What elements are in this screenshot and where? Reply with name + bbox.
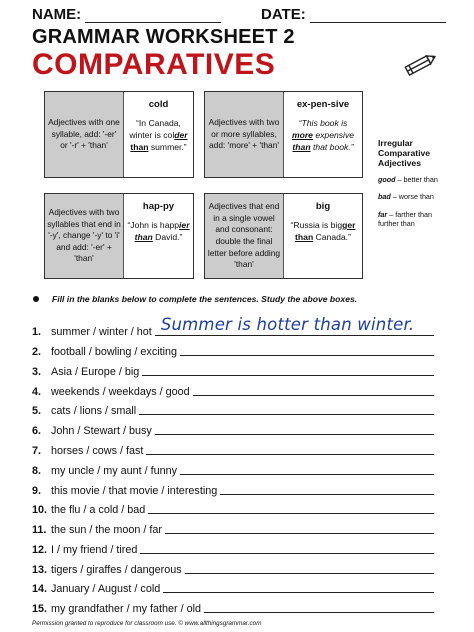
- answer-line[interactable]: [155, 433, 434, 435]
- rule-text: Adjectives with two syllables that end in '-y', change '-y' to 'i' and add: '-er' + 'than': [45, 194, 124, 278]
- rule-text: Adjectives with two or more syllables, add: 'more' + 'than': [205, 92, 284, 177]
- example-sentence: “In Canada, winter is colder than summer.”: [129, 118, 188, 152]
- example-sentence: “John is happier than David.”: [127, 220, 190, 242]
- exercise-row-14: 14. January / August / cold: [32, 577, 434, 595]
- answer-line[interactable]: [220, 493, 434, 495]
- exercise-row-7: 7. horses / cows / fast: [32, 439, 434, 457]
- example-word: cold: [148, 99, 169, 110]
- exercise-row-9: 9. this movie / that movie / interesting: [32, 479, 434, 497]
- exercise-row-8: 8. my uncle / my aunt / funny: [32, 459, 434, 477]
- rule-box-ending-y: [44, 193, 194, 279]
- answer-line[interactable]: [148, 512, 434, 514]
- answer-text: Summer is hotter than winter.: [160, 315, 415, 334]
- worksheet-title: GRAMMAR WORKSHEET 2: [32, 26, 295, 48]
- rule-box-double-consonant: [204, 193, 363, 279]
- example-word: ex-pen-sive: [296, 99, 350, 110]
- name-line[interactable]: [85, 10, 221, 23]
- footer-copyright: Permission granted to reproduce for classroom use. © www.allthingsgrammar.com: [32, 620, 262, 627]
- irregular-item-good: good – better than: [378, 175, 438, 184]
- date-line[interactable]: [310, 10, 446, 23]
- exercise-row-6: 6. John / Stewart / busy: [32, 419, 434, 437]
- exercise-row-5: 5. cats / lions / small: [32, 399, 434, 417]
- exercise-row-3: 3. Asia / Europe / big: [32, 360, 434, 378]
- rule-box-two-syllables: [204, 91, 363, 178]
- irregular-item-far: far – farther than further than: [378, 210, 432, 228]
- bullet-icon: [33, 296, 39, 302]
- answer-line[interactable]: [142, 374, 434, 376]
- exercise-row-4: 4. weekends / weekdays / good: [32, 380, 434, 398]
- instructions: Fill in the blanks below to complete the sentences. Study the above boxes.: [52, 294, 358, 304]
- rule-text: Adjectives that end in a single vowel and consonant: double the final letter before adding 'than': [205, 194, 284, 278]
- worksheet-subtitle: COMPARATIVES: [32, 48, 276, 81]
- answer-line[interactable]: [193, 394, 434, 396]
- irregular-item-bad: bad – worse than: [378, 192, 434, 201]
- exercise-row-15: 15. my grandfather / my father / old: [32, 597, 434, 615]
- answer-line[interactable]: [165, 532, 434, 534]
- answer-line[interactable]: [139, 413, 434, 415]
- date-label: DATE:: [261, 6, 306, 23]
- answer-line[interactable]: [146, 453, 434, 455]
- answer-line[interactable]: [180, 354, 434, 356]
- exercise-row-12: 12. I / my friend / tired: [32, 538, 434, 556]
- irregular-title: Irregular Comparative Adjectives: [378, 138, 431, 168]
- name-label: NAME:: [32, 6, 82, 23]
- rule-box-one-syllable: [44, 91, 194, 178]
- example-sentence: “This book is more expensive than that book.”: [291, 118, 355, 152]
- exercise-row-2: 2. football / bowling / exciting: [32, 340, 434, 358]
- rule-text: Adjectives with one syllable, add: '-er' or '-r' + 'than': [45, 92, 124, 177]
- exercise-row-1: 1. summer / winter / hot Summer is hotter than winter.: [32, 320, 434, 338]
- exercise-row-13: 13. tigers / giraffes / dangerous: [32, 558, 434, 576]
- date-field: [261, 6, 446, 23]
- exercise-row-10: 10. the flu / a cold / bad: [32, 498, 434, 516]
- answer-line[interactable]: [185, 572, 434, 574]
- exercise-row-11: 11. the sun / the moon / far: [32, 518, 434, 536]
- answer-line[interactable]: [180, 473, 434, 475]
- answer-line[interactable]: [140, 552, 434, 554]
- answer-line[interactable]: [163, 591, 434, 593]
- example-sentence: “Russia is bigger than Canada.”: [290, 220, 356, 242]
- name-field: [32, 6, 221, 23]
- answer-line[interactable]: [204, 611, 434, 613]
- pencil-icon: [400, 51, 440, 79]
- example-word: big: [315, 201, 331, 212]
- example-word: hap-py: [142, 201, 175, 212]
